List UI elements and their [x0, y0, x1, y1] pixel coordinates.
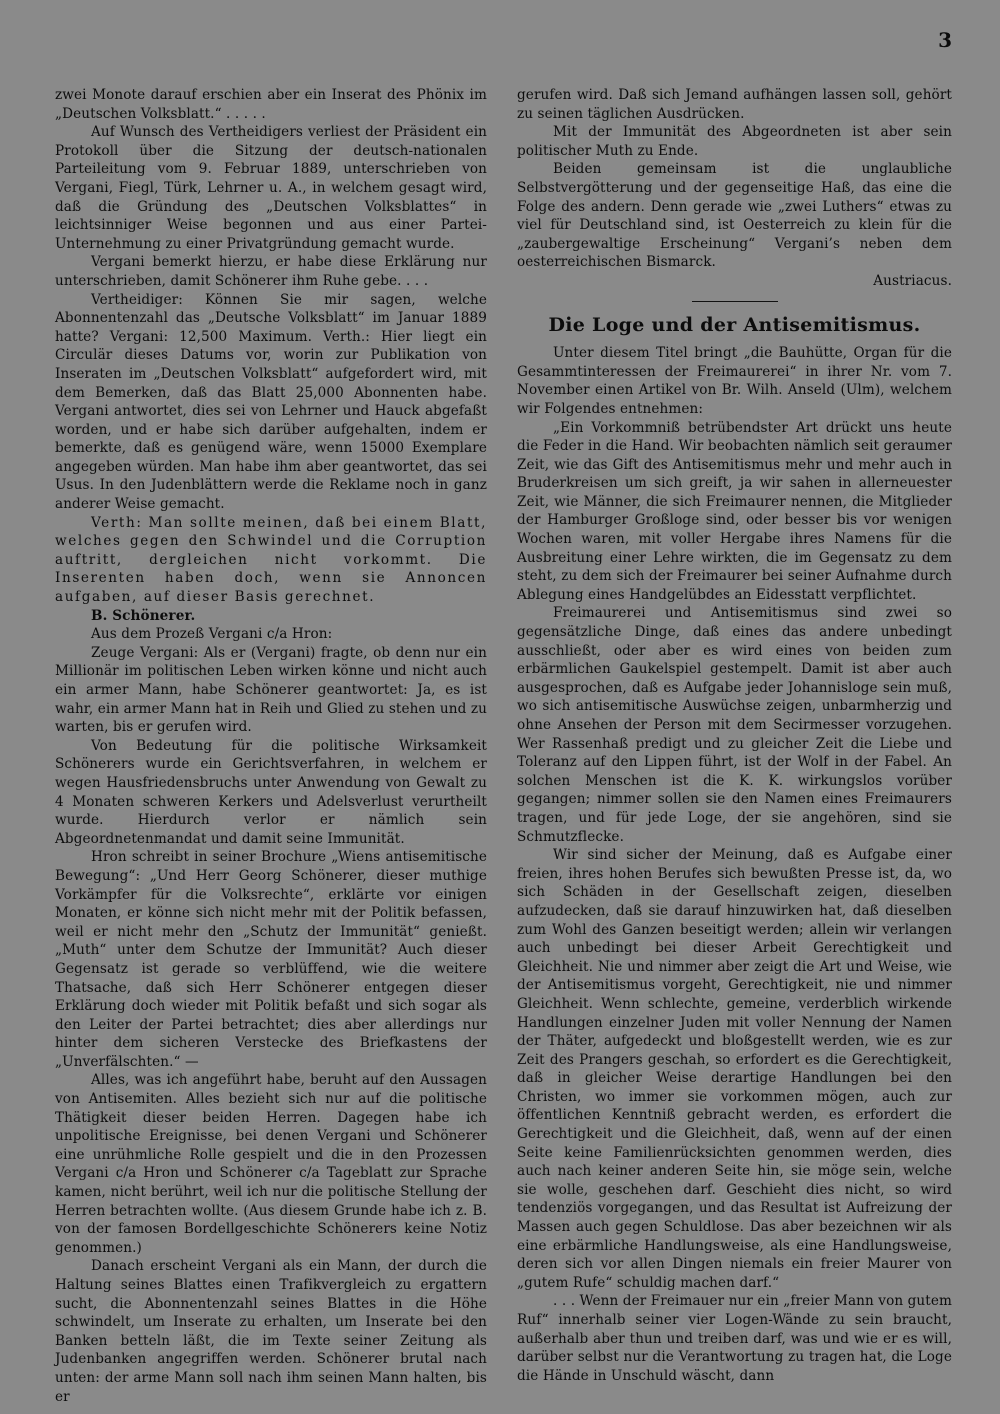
paragraph: Aus dem Prozeß Vergani c/a Hron:: [91, 626, 333, 643]
section-divider: [692, 301, 778, 302]
paragraph: . . . Wenn der Freimauer nur ein „freier Mann von gutem Ruf“ innerhalb seiner vier Logen-Wände zu sein braucht, außerhalb aber thun und treiben darf, was und wie er es will, darüber selbst nur die Verantwortung zu tragen hat, die Loge die Hände in Unschuld wäscht, dann: [517, 1293, 952, 1384]
paragraph: Beiden gemeinsam ist die unglaubliche Selbstvergötterung und der gegenseitige Haß, das eine die Folge des andern. Denn gerade wie „zwei Luthers“ etwas zu viel für Deutschland sind, ist Oesterreich zu klein für die „zaubergewaltige Erscheinung“ Vergani’s neben dem oesterreichischen Bismarck.: [517, 161, 952, 271]
paragraph: Zeuge Vergani: Als er (Vergani) fragte, ob denn nur ein Millionär im politischen Leben wirken könne und nicht auch ein armer Mann, habe Schönerer geantwortet: Ja, es ist wahr, ein armer Mann hat in Reih und Glied zu stehen und zu warten, bis er gerufen wird.: [55, 644, 487, 736]
page-number: 3: [938, 28, 952, 52]
paragraph: B. Schönerer.: [91, 607, 196, 624]
paragraph: Alles, was ich angeführt habe, beruht auf den Aussagen von Antisemiten. Alles bezieht sich nur auf die politische Thätigkeit dieser beiden Herren. Dagegen habe ich unpolitische Ereignisse, bei denen Vergani und Schönerer eine unrühmliche Rolle gespielt und die in den Prozessen Vergani c/a Hron und Schönerer c/a Tageblatt zur Sprache kamen, nicht berührt, weil ich nur die politische Stellung der Herren betrachten wollte. (Aus diesem Grunde habe ich z. B. von der famosen Bordellgeschichte Schönerers keine Notiz genommen.): [55, 1072, 487, 1256]
paragraph: Danach erscheint Vergani als ein Mann, der durch die Haltung seines Blattes einen Trafikvergleich zu ergattern sucht, die Abonnentenzahl seines Blattes in die Höhe schwindelt, um Inserate zu erhalten, um Inserate bei den Banken betteln läßt, die im Texte seiner Zeitung als Judenbanken angegriffen werden. Schönerer brutal nach unten: der arme Mann soll nach ihm seinen Mann halten, bis er: [55, 1258, 487, 1405]
paragraph: Vergani bemerkt hierzu, er habe diese Erklärung nur unterschrieben, damit Schönerer ihm Ruhe gebe. . . .: [55, 254, 487, 289]
paragraph: Freimaurerei und Antisemitismus sind zwei so gegensätzliche Dinge, daß eines das andere unbedingt ausschließt, oder aber es wird eines von beiden zum erbärmlichen Gaukelspiel gestempelt. Damit ist aber auch ausgesprochen, daß es Aufgabe jeder Johannisloge sein muß, wo sich antisemitische Auswüchse zeigen, unbarmherzig und ohne Ansehen der Person mit dem Secirmesser vorzugehen. Wer Rassenhaß predigt und zu gleicher Zeit die Liebe und Toleranz auf den Lippen führt, ist der Wolf in der Fabel. An solchen Menschen ist die K. K. wirkungslos vorüber gegangen; nimmer sollen sie den Namen eines Freimaurers tragen, und für jede Loge, der sie angehören, sind sie Schmutzflecke.: [517, 605, 952, 845]
right-column-article: [517, 344, 952, 1385]
paragraph: Auf Wunsch des Vertheidigers verliest der Präsident ein Protokoll über die Sitzung der deutsch-nationalen Parteileitung vom 9. Februar 1889, unterschrieben von Vergani, Fiegl, Türk, Lehrner u. A., in welchem gesagt wird, daß die Gründung des „Deutschen Volksblattes“ in leichtsinniger Weise begonnen und aus einer Partei-Unternehmung zu einer Privatgründung gemacht wurde.: [55, 124, 487, 252]
paragraph: Verth: Man sollte meinen, daß bei einem Blatt, welches gegen den Schwindel und die Corruption auftritt, dergleichen nicht vorkommt. Die Inserenten haben doch, wenn sie Annoncen aufgaben, auf dieser Basis gerechnet.: [55, 514, 487, 606]
right-column-top: [517, 86, 952, 291]
left-column: [55, 86, 487, 1406]
paragraph: zwei Monote darauf erschien aber ein Inserat des Phönix im „Deutschen Volksblatt.“ . . . . .: [55, 87, 487, 122]
paragraph: gerufen wird. Daß sich Jemand aufhängen lassen soll, gehört zu seinen täglichen Ausdrücken.: [517, 87, 952, 122]
right-column: [517, 86, 952, 1385]
paragraph: Von Bedeutung für die politische Wirksamkeit Schönerers wurde ein Gerichtsverfahren, in welchem er wegen Hausfriedensbruchs unter Anwendung von Gewalt zu 4 Monaten schweren Kerkers und Adelsverlust verurtheilt wurde. Hierdurch verlor er nämlich sein Abgeordnetenmandat und damit seine Immunität.: [55, 737, 487, 847]
paragraph: „Ein Vorkommniß betrübendster Art drückt uns heute die Feder in die Hand. Wir beobachten nämlich seit geraumer Zeit, wie das Gift des Antisemitismus mehr und mehr auch in Bruderkreisen um sich greift, ja wir sahen in allerneuester Zeit, wie Männer, die sich Freimaurer nennen, die Mitglieder der Hamburger Großloge sind, oder besser bis vor wenigen Wochen waren, mit voller Hergabe ihres Namens für die Ausbreitung einer Lehre wirkten, die im Gegensatz zu dem steht, zu dem sich der Freimaurer bei seiner Aufnahme durch Ablegung eines Handgelübdes an Eidesstatt verpflichtet.: [517, 419, 952, 603]
article-headline: Die Loge und der Antisemitismus.: [548, 313, 921, 336]
paragraph: Mit der Immunität des Abgeordneten ist aber sein politischer Muth zu Ende.: [517, 124, 952, 159]
paragraph: Vertheidiger: Können Sie mir sagen, welche Abonnentenzahl das „Deutsche Volksblatt“ im Januar 1889 hatte? Vergani: 12,500 Maximum. Verth.: Hier liegt ein Circulär dieses Datums vor, worin zur Publikation von Inseraten im „Deutschen Volksblatt“ aufgefordert wird, mit dem Bemerken, daß das Blatt 25,000 Abonnenten habe. Vergani antwortet, dies sei von Lehrner und Hauck abgefaßt worden, und er habe sich darüber aufgehalten, indem er bemerkte, daß es genügend wäre, wenn 15000 Exemplare angegeben würden. Man habe ihm aber geantwortet, das sei Usus. In den Judenblättern werde die Reklame noch in ganz anderer Weise gemacht.: [55, 291, 487, 513]
paragraph: Hron schreibt in seiner Brochure „Wiens antisemitische Bewegung“: „Und Herr Georg Schönerer, dieser muthige Vorkämpfer für die Volksrechte“, erklärte vor einigen Monaten, er könne sich nicht mehr mit der Politik befassen, weil er nicht mehr den „Schutz der Immunität“ genießt. „Muth“ unter dem Schutze der Immunität? Auch dieser Gegensatz ist gerade so verblüffend, wie die weitere Thatsache, daß sich Herr Schönerer entgegen dieser Erklärung doch wieder mit Politik befaßt und sich sogar als den Leiter der Partei betrachtet; dies aber allerdings nur hinter dem sicheren Verstecke des Briefkastens der „Unverfälschten.“ —: [55, 849, 487, 1070]
paragraph: Wir sind sicher der Meinung, daß es Aufgabe einer freien, ihres hohen Berufes sich bewußten Presse ist, da, wo sich Schäden in der Gesellschaft zeigen, dieselben aufzudecken, daß sie darauf hinzuwirken hat, daß dieselben zum Wohl des Ganzen beseitigt werden; allein wir verlangen auch unbedingt bei dieser Arbeit Gerechtigkeit und Gleichheit. Nie und nimmer aber zeigt die Art und Weise, wie der Antisemitismus vorgeht, Gerechtigkeit, nie und nimmer Gleichheit. Wenn schlechte, gemeine, verderblich wirkende Handlungen einzelner Juden mit voller Nennung der Namen der Thäter, aufgedeckt und bloßgestellt werden, wie es zur Zeit des Prangers geschah, so erfordert es die Gerechtigkeit, daß in gleicher Weise derartige Handlungen bei den Christen, wo immer sie vorkommen mögen, auch zur öffentlichen Kenntniß gebracht werden, es erfordert die Gerechtigkeit und die Gleichheit, daß, wenn auf der einen Seite keine Familienrücksichten genommen werden, dies auch nach keiner anderen Seite hin, sie möge sein, welche sie wolle, geschehen darf. Geschieht dies nicht, so wird tendenziös vorgegangen, und das Resultat ist Aufreizung der Massen auch gegen Schuldlose. Das aber bezeichnen wir als eine erbärmliche Handlungsweise, als eine Handlungsweise, deren sich vor allen Dingen niemals ein freier Maurer von „gutem Rufe“ schuldig machen darf.“: [517, 847, 952, 1291]
paragraph: Unter diesem Titel bringt „die Bauhütte, Organ für die Gesammtinteressen der Freimaurerei“ in ihrer Nr. vom 7. November einen Artikel von Br. Wilh. Anseld (Ulm), welchem wir Folgendes entnehmen:: [517, 345, 952, 417]
paragraph: Austriacus.: [873, 272, 952, 289]
